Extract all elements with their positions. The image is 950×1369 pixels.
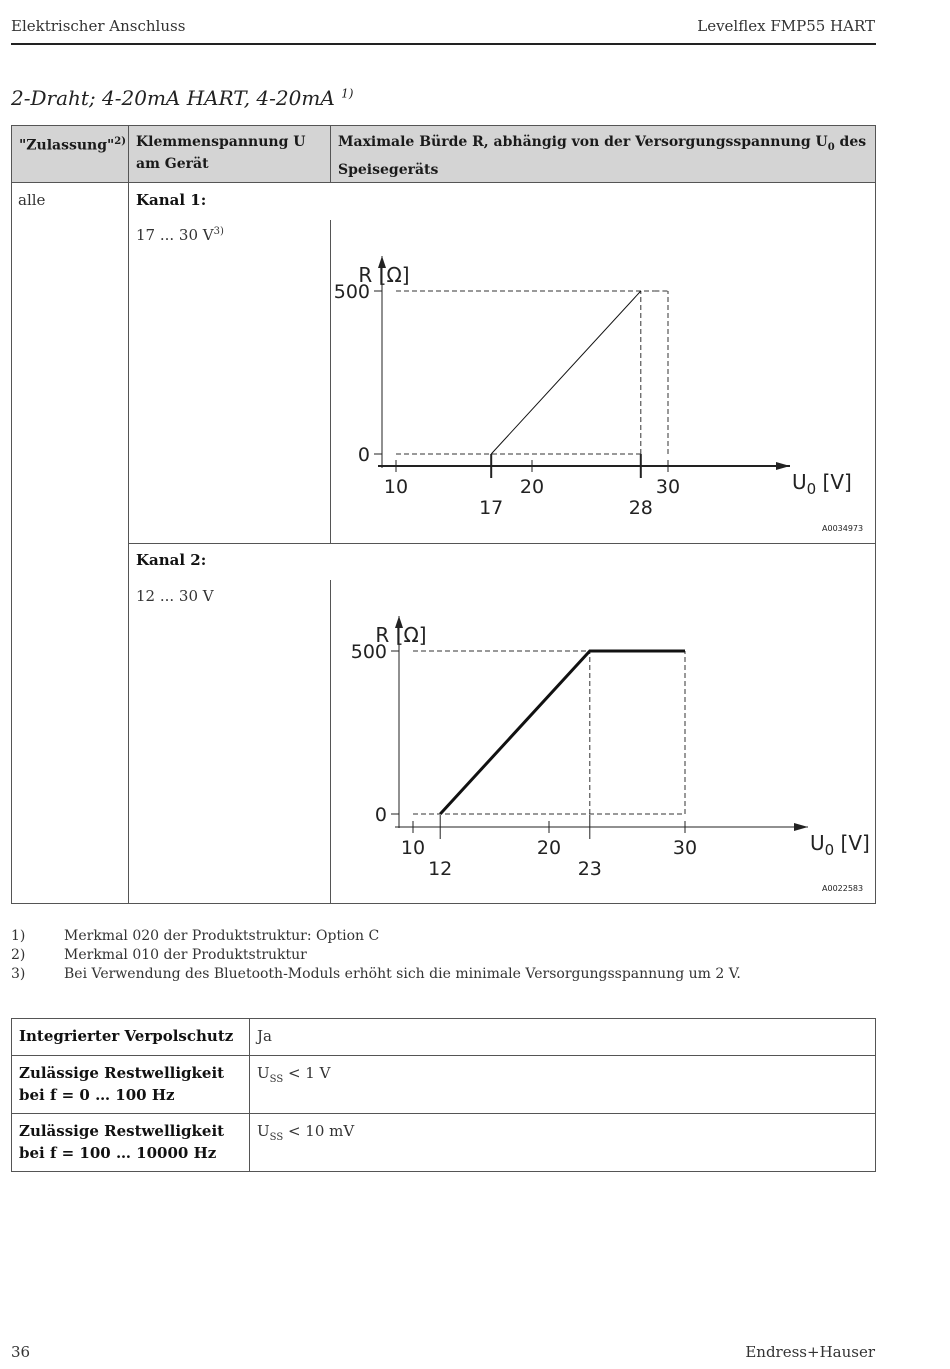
load-line (440, 651, 685, 814)
column-header-max-load: Maximale Bürde R, abhängig von der Versorgungsspannung $U_0$ des Speisegeräts (331, 126, 875, 183)
x-marker-label: 17 (479, 497, 504, 519)
row-divider (128, 543, 875, 544)
y-tick-label: 500 (350, 641, 387, 663)
x-axis-arrow (794, 823, 808, 831)
section-title-footnote-ref: 1) (341, 86, 354, 101)
spec-value: Ja (250, 1019, 876, 1056)
x-tick-label: 20 (519, 476, 545, 498)
spec-value: $U_{SS} < 1$ V (250, 1056, 876, 1114)
column-header-terminal-voltage: Klemmenspannung U am Gerät (129, 126, 331, 183)
channel2-label: Kanal 2: (136, 551, 207, 569)
x-marker-label: 23 (577, 858, 602, 880)
load-chart-channel2 (330, 580, 870, 880)
footnote: 2) Merkmal 010 der Produktstruktur (11, 947, 307, 963)
x-tick-label: 30 (672, 837, 698, 859)
column-divider (128, 126, 129, 903)
header-section-title: Elektrischer Anschluss (11, 17, 186, 35)
spec-label: Zulässige Restwelligkeit bei f = 100 … 10000 Hz (12, 1114, 250, 1172)
load-line (491, 291, 641, 454)
figure-code-channel2: A0022583 (822, 884, 864, 893)
x-marker-label: 12 (428, 858, 453, 880)
x-axis-label: $U_0$ [V] (810, 831, 870, 859)
protection-ripple-table (11, 1018, 876, 1172)
channel2-voltage: 12 ... 30 V (136, 587, 214, 605)
y-tick-label: 0 (374, 804, 387, 826)
footnote: 1) Merkmal 020 der Produktstruktur: Option C (11, 928, 380, 944)
spec-value: $U_{SS} < 10$ mV (250, 1114, 876, 1172)
column-header-approval: "Zulassung"$^{2)}$ (12, 126, 129, 183)
header-rule (11, 43, 876, 45)
y-tick-label: 500 (333, 281, 370, 303)
x-axis-label: $U_0$ [V] (792, 470, 852, 498)
x-axis-arrow (776, 462, 790, 470)
channel1-label: Kanal 1: (136, 191, 207, 209)
y-tick-label: 0 (357, 444, 370, 466)
brand-name: Endress+Hauser (745, 1343, 875, 1361)
spec-label: Zulässige Restwelligkeit bei f = 0 … 100 Hz (12, 1056, 250, 1114)
channel1-voltage: 17 ... 30 $V^{3)}$ (136, 226, 224, 244)
x-tick-label: 10 (400, 837, 426, 859)
column-divider (330, 126, 331, 183)
section-title: 2-Draht; 4-20mA HART, 4-20mA $^{1)}$ (11, 86, 354, 110)
x-tick-label: 30 (655, 476, 681, 498)
y-axis-label: R [Ω] (358, 263, 410, 287)
table-row (12, 1114, 876, 1172)
approval-value: alle (18, 191, 46, 209)
x-marker-label: 28 (628, 497, 653, 519)
figure-code-channel1: A0034973 (822, 524, 864, 533)
x-tick-label: 20 (536, 837, 562, 859)
table-row (12, 1056, 876, 1114)
spec-label: Integrierter Verpolschutz (12, 1019, 250, 1056)
footnote: 3) Bei Verwendung des Bluetooth-Moduls erhöht sich die minimale Versorgungsspannung um 2 V. (11, 966, 741, 982)
y-axis-label: R [Ω] (375, 623, 427, 647)
header-product-name: Levelflex FMP55 HART (697, 17, 875, 35)
load-chart-channel1 (330, 220, 870, 520)
x-tick-label: 10 (383, 476, 409, 498)
table-row (12, 1019, 876, 1056)
page-number: 36 (11, 1343, 31, 1361)
